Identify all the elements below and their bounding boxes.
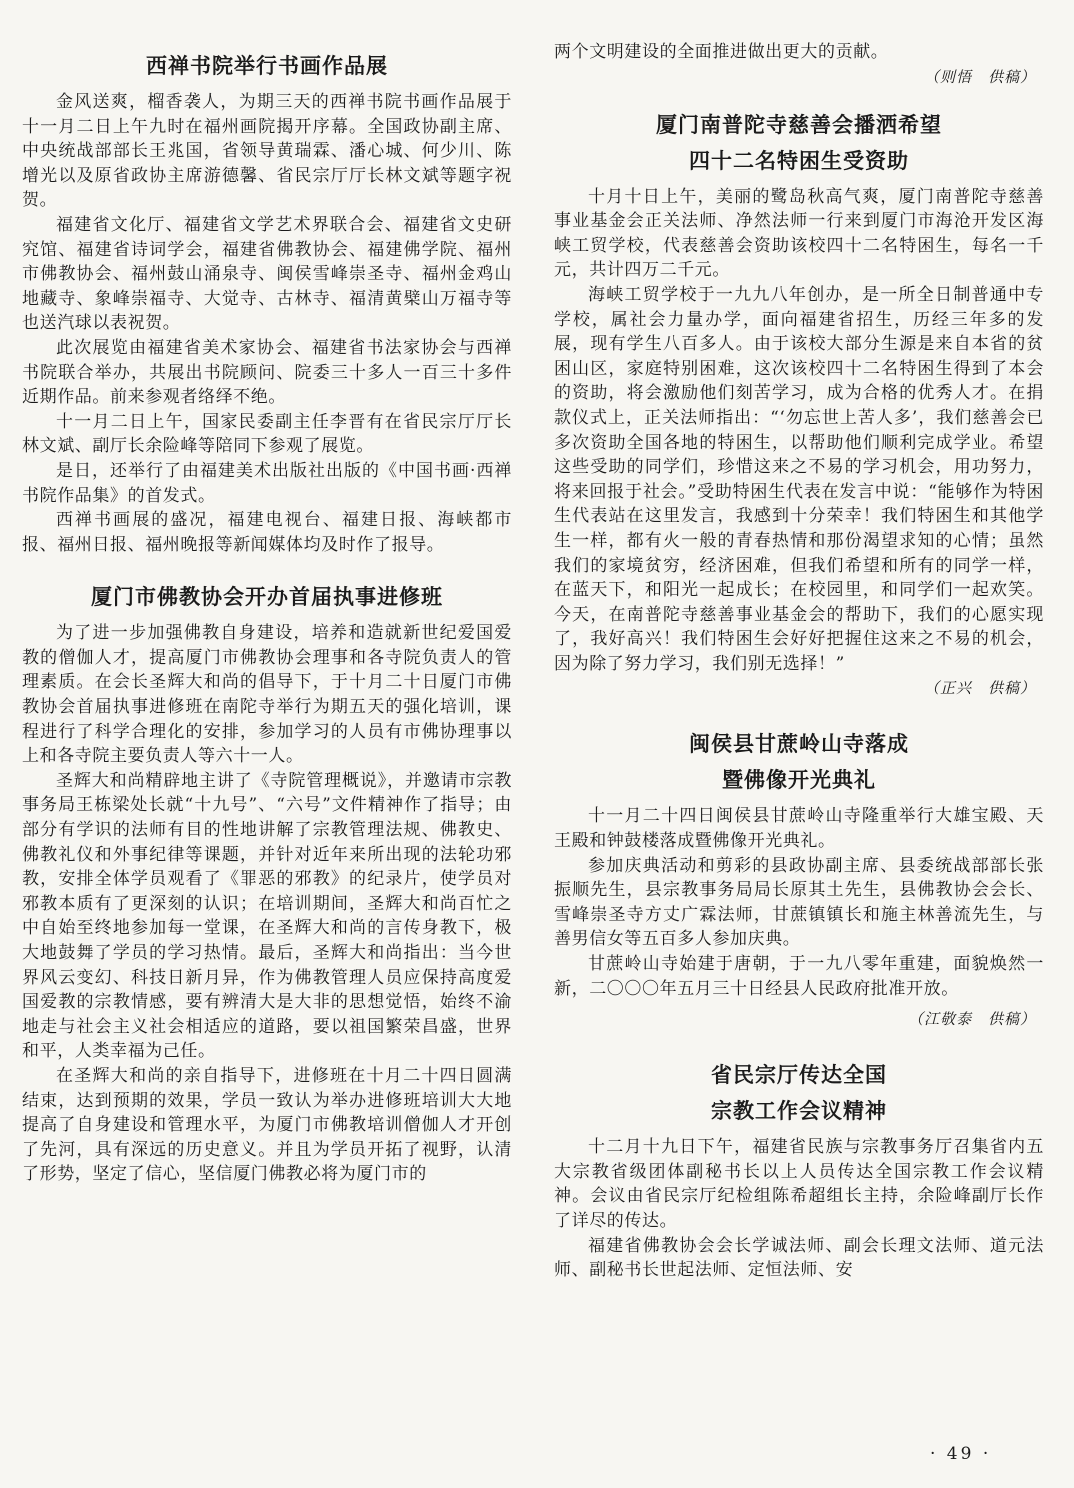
credit-zhengxing: （正兴 供稿） <box>923 679 1036 698</box>
paragraph: 此次展览由福建省美术家协会、福建省书法家协会与西禅书院联合举办，共展出书院顾问、院委三十多人一百三十多件近期作品。前来参观者络绎不绝。 <box>22 337 512 408</box>
credit-jiangjingtai: （江敬泰 供稿） <box>907 1010 1036 1029</box>
article-title-ganzheling-line1: 闽侯县甘蔗岭山寺落成 <box>689 732 909 757</box>
article-title-nanputuo-line2: 四十二名特困生受资助 <box>689 148 909 173</box>
paragraph: 十二月十九日下午，福建省民族与宗教事务厅召集省内五大宗教省级团体副秘书长以上人员传达全国宗教工作会议精神。会议由省民宗厅纪检组陈希超组长主持，余险峰副厅长作了详尽的传达。 <box>554 1137 1044 1231</box>
spacer <box>554 1031 1044 1057</box>
paragraph: 福建省佛教协会会长学诚法师、副会长理文法师、道元法师、副秘书长世起法师、定恒法师、安 <box>554 1235 1044 1281</box>
right-column <box>554 40 1044 1283</box>
left-column <box>22 40 512 1187</box>
spacer <box>554 700 1044 726</box>
paragraph: 金风送爽，榴香袭人，为期三天的西禅书院书画作品展于十一月二日上午九时在福州画院揭开序幕。全国政协副主席、中央统战部部长王兆国，省领导黄瑞霖、潘心城、何少川、陈增光以及原省政协主席游德馨、省民宗厅厅长林文斌等题字祝贺。 <box>22 92 512 211</box>
article-title-xiamen-training: 厦门市佛教协会开办首届执事进修班 <box>91 585 443 610</box>
spacer <box>22 557 512 579</box>
page-number: · 49 · <box>930 1444 992 1464</box>
paragraph: 十一月二日上午，国家民委副主任李晋有在省民宗厅厅长林文斌、副厅长余险峰等陪同下参观了展览。 <box>22 411 512 457</box>
paragraph: 十一月二十四日闽侯县甘蔗岭山寺隆重举行大雄宝殿、天王殿和钟鼓楼落成暨佛像开光典礼。 <box>554 806 1044 852</box>
article-title-xichan-exhibition: 西禅书院举行书画作品展 <box>146 54 388 78</box>
continuation-text: 两个文明建设的全面推进做出更大的贡献。 <box>554 42 889 62</box>
paragraph: 甘蔗岭山寺始建于唐朝，于一九八零年重建，面貌焕然一新，二〇〇〇年五月三十日经县人民政府批准开放。 <box>554 954 1044 999</box>
paragraph: 海峡工贸学校于一九九八年创办，是一所全日制普通中专学校，属社会力量办学，面向福建省招生，历经三年多的发展，现有学生八百多人。由于该校大部分生源是来自本省的贫困山区，家庭特别困难，这次该校四十二名特困生得到了本会的资助，将会激励他们刻苦学习，成为合格的优秀人才。在捐款仪式上，正关法师指出：“‘勿忘世上苦人多’，我们慈善会已多次资助全国各地的特困生，以帮助他们顺利完成学业。希望这些受助的同学们，珍惜这来之不易的学习机会，用功努力，将来回报于社会。”受助特困生代表在发言中说：“能够作为特困生代表站在这里发言，我感到十分荣幸！我们特困生和其他学生一样，都有火一般的青春热情和那份渴望求知的心情；虽然我们的家境贫穷，经济困难，但我们希望和所有的同学一样，在蓝天下，和阳光一起成长；在校园里，和同学们一起欢笑。今天，在南普陀寺慈善事业基金会的帮助下，我们的心愿实现了，我好高兴！我们特困生会好好把握住这来之不易的机会，因为除了努力学习，我们别无选择！” <box>554 284 1044 674</box>
paragraph: 圣辉大和尚精辟地主讲了《寺院管理概说》，并邀请市宗教事务局王栋梁处长就“十九号”、“六号”文件精神作了指导；由部分有学识的法师有目的性地讲解了宗教管理法规、佛教史、佛教礼仪和外事纪律等课题，并针对近年来所出现的法轮功邪教，安排全体学员观看了《罪恶的邪教》的纪录片，使学员对邪教本质有了更深刻的认识；在培训期间，圣辉大和尚百忙之中自始至终地参加每一堂课，在圣辉大和尚的言传身教下，极大地鼓舞了学员的学习热情。最后，圣辉大和尚指出：当今世界风云变幻、科技日新月异，作为佛教管理人员应保持高度爱国爱教的宗教情感，要有辨清大是大非的思想觉悟，始终不渝地走与社会主义社会相适应的道路，要以祖国繁荣昌盛，世界和平，人类幸福为己任。 <box>22 770 512 1062</box>
paragraph: 参加庆典活动和剪彩的县政协副主席、县委统战部部长张振顺先生，县宗教事务局局长原其土先生，县佛教协会会长、雪峰崇圣寺方丈广霖法师，甘蔗镇镇长和施主林善流先生，与善男信女等五百多人参加庆典。 <box>554 855 1044 950</box>
article-title-ganzheling-line2: 暨佛像开光典礼 <box>722 768 876 793</box>
paragraph: 十月十日上午，美丽的鹭岛秋高气爽，厦门南普陀寺慈善事业基金会正关法师、净然法师一行来到厦门市海沧开发区海峡工贸学校，代表慈善会资助该校四十二名特困生，每名一千元，共计四万二千元。 <box>554 186 1044 281</box>
paragraph: 在圣辉大和尚的亲自指导下，进修班在十月二十四日圆满结束，达到预期的效果，学员一致认为举办进修班培训大大地提高了自身建设和管理水平，为厦门市佛教培训僧伽人才开创了先河，具有深远的历史意义。并且为学员开拓了视野，认清了形势，坚定了信心，坚信厦门佛教必将为厦门市的 <box>22 1065 512 1185</box>
paragraph: 西禅书画展的盛况，福建电视台、福建日报、海峡都市报、福州日报、福州晚报等新闻媒体均及时作了报导。 <box>22 510 512 555</box>
credit-zewu: （则悟 供稿） <box>923 67 1036 86</box>
spacer <box>554 89 1044 107</box>
article-title-nanputuo-line1: 厦门南普陀寺慈善会播洒希望 <box>656 112 942 137</box>
paragraph: 福建省文化厅、福建省文学艺术界联合会、福建省文史研究馆、福建省诗词学会，福建省佛教协会、福建佛学院、福州市佛教协会、福州鼓山涌泉寺、闽侯雪峰崇圣寺、福州金鸡山地藏寺、象峰崇福寺、大觉寺、古林寺、福清黄檗山万福寺等也送汽球以表祝贺。 <box>22 214 512 334</box>
paragraph: 是日，还举行了由福建美术出版社出版的《中国书画·西禅书院作品集》的首发式。 <box>22 460 512 506</box>
article-title-minzong-line2: 宗教工作会议精神 <box>711 1099 887 1124</box>
paragraph: 为了进一步加强佛教自身建设，培养和造就新世纪爱国爱教的僧伽人才，提高厦门市佛教协会理事和各寺院负责人的管理素质。在会长圣辉大和尚的倡导下，于十月二十日厦门市佛教协会首届执事进修班在南陀寺举行为期五天的强化培训，课程进行了科学合理化的安排，参加学习的人员有市佛协理事以上和各寺院主要负责人等六十一人。 <box>22 623 512 767</box>
article-title-minzong-line1: 省民宗厅传达全国 <box>711 1063 887 1088</box>
